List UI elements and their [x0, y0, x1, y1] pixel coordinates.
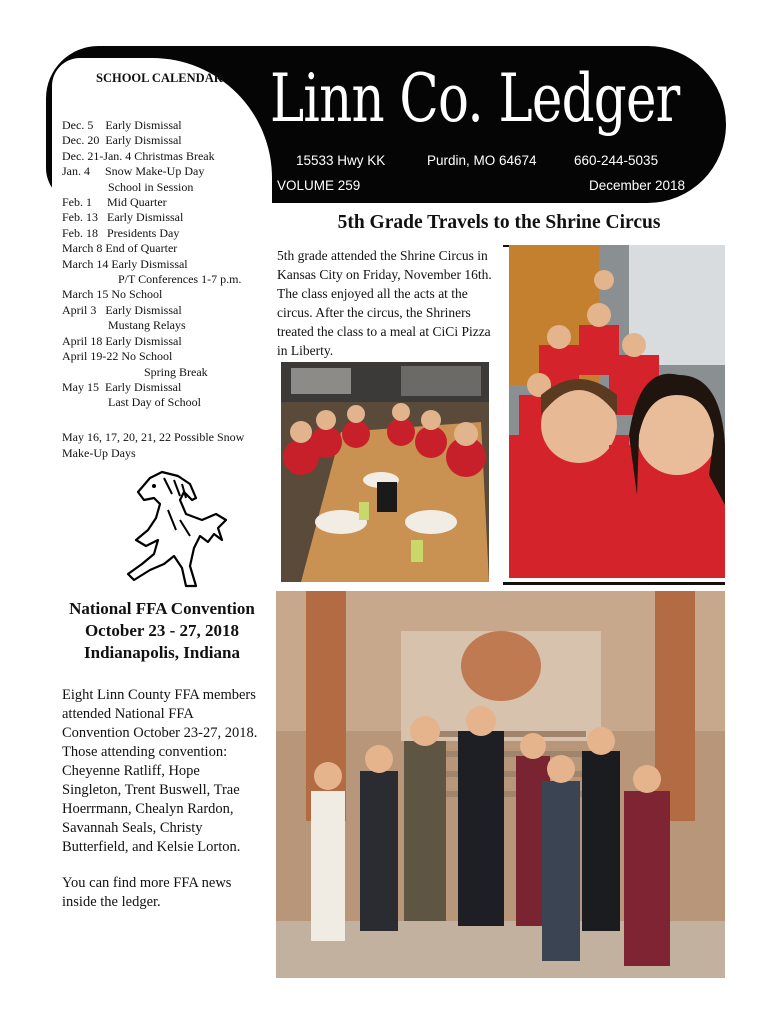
mustang-horse-icon	[120, 470, 230, 590]
photo-circus-selfie	[509, 245, 725, 578]
calendar-row: Dec. 20 Early Dismissal	[62, 133, 182, 148]
ffa-heading-line: National FFA Convention	[69, 599, 255, 618]
calendar-row: April 19-22 No School	[62, 349, 173, 364]
ffa-more-note: You can find more FFA news inside the ledger.	[62, 875, 232, 910]
calendar-row: Last Day of School	[108, 395, 201, 410]
divider	[503, 582, 725, 585]
calendar-row: Dec. 5 Early Dismissal	[62, 118, 182, 132]
calendar-row: May 15 Early Dismissal	[62, 379, 182, 394]
calendar-row: Jan. 4 Snow Make-Up Day	[62, 164, 205, 179]
newspaper-title: Linn Co. Ledger	[270, 60, 680, 137]
calendar-row: March 15 No School	[62, 287, 163, 302]
article-headline: 5th Grade Travels to the Shrine Circus	[337, 212, 661, 233]
calendar-title: SCHOOL CALENDAR	[96, 71, 223, 85]
photo-ffa-group-staircase	[276, 591, 725, 978]
article-body: 5th grade attended the Shrine Circus in Kansas City on Friday, November 16th. The class enjoyed all the acts at the circus. After the circus, the Shriners treated the class to a meal at CiCi Pizza in Liberty.	[277, 248, 492, 358]
calendar-row: Dec. 21-Jan. 4 Christmas Break	[62, 148, 215, 163]
ffa-heading-line: October 23 - 27, 2018	[84, 621, 240, 640]
calendar-row: Mustang Relays	[108, 318, 186, 333]
ffa-heading	[56, 598, 268, 664]
snow-makeup-days: May 16, 17, 20, 21, 22 Possible Snow Make-Up Days	[62, 430, 245, 460]
calendar-row: Feb. 1 Mid Quarter	[62, 195, 167, 210]
address: 15533 Hwy KK	[296, 153, 386, 168]
calendar-list	[62, 118, 270, 411]
city-state: Purdin, MO 64674	[427, 153, 537, 168]
photo-pizza-restaurant	[281, 362, 489, 582]
calendar-row: P/T Conferences 1-7 p.m.	[118, 272, 242, 287]
phone: 660-244-5035	[574, 153, 659, 168]
issue-date: December 2018	[589, 178, 686, 193]
calendar-row: April 18 Early Dismissal	[62, 333, 182, 348]
calendar-row: Spring Break	[144, 364, 208, 379]
volume: VOLUME 259	[277, 178, 361, 193]
calendar-row: April 3 Early Dismissal	[62, 302, 182, 317]
calendar-row: Feb. 13 Early Dismissal	[62, 210, 184, 225]
ffa-article-body: Eight Linn County FFA members attended National FFA Convention October 23-27, 2018. Those attending convention: Cheyenne Ratliff, Hope Singleton, Trent Buswell, Trae Hoerrmann, Chealyn Rardon, Savannah Seals, Christy Butterfield, and Kelsie Lorton.	[62, 687, 258, 855]
calendar-row: Feb. 18 Presidents Day	[62, 225, 180, 240]
calendar-row: March 14 Early Dismissal	[62, 256, 188, 271]
calendar-row: March 8 End of Quarter	[62, 241, 178, 256]
calendar-row: School in Session	[108, 179, 194, 194]
ffa-heading-line: Indianapolis, Indiana	[84, 643, 240, 662]
